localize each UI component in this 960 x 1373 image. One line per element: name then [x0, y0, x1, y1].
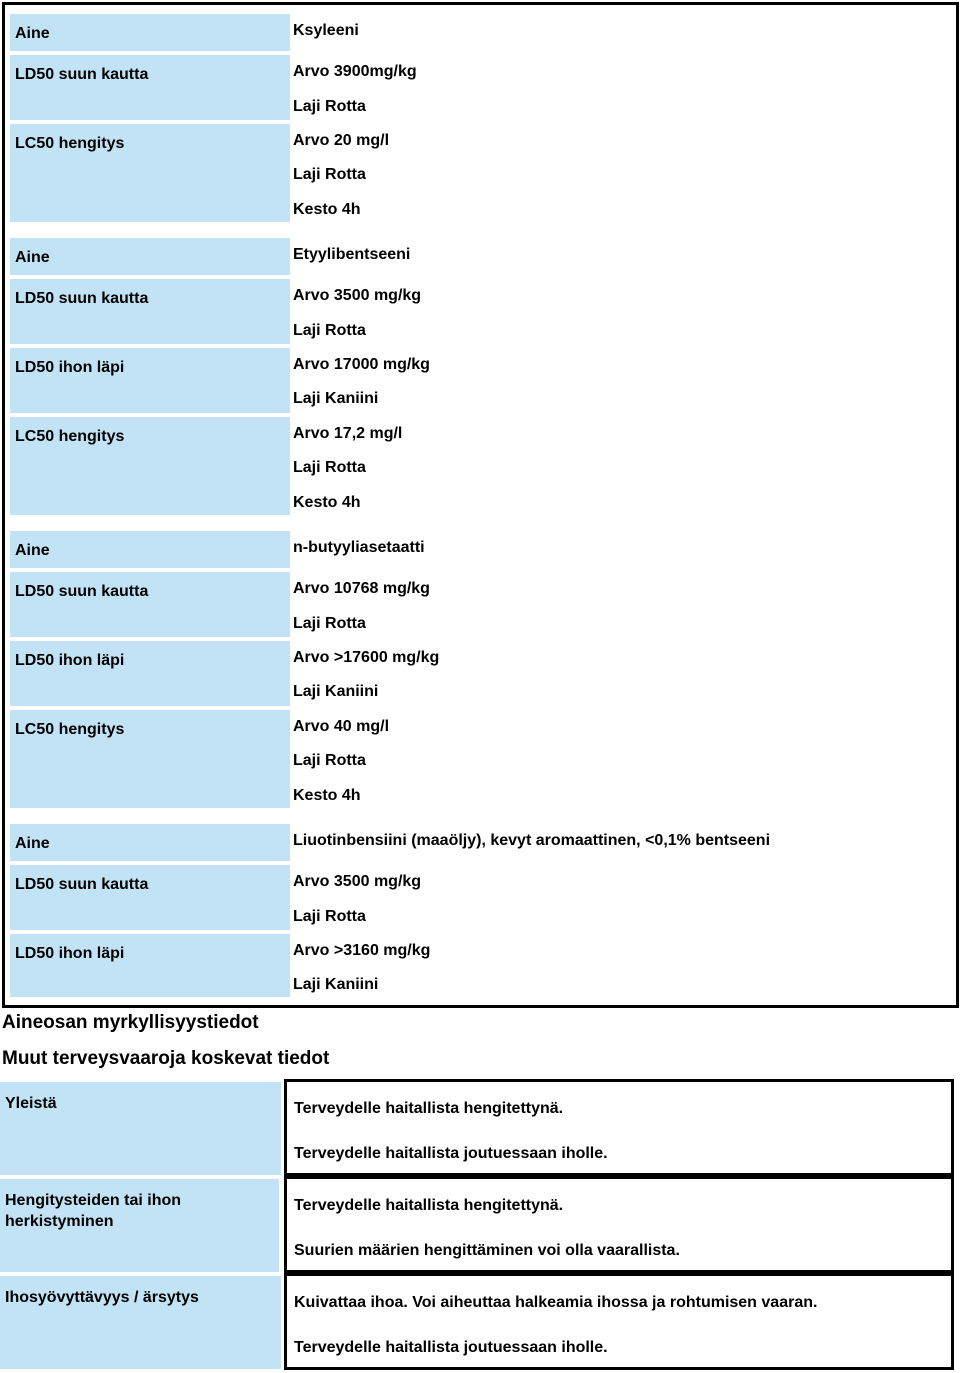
- substance-1-row-2-line-3: Kesto 4h: [293, 201, 361, 218]
- substance-1-row-2-line-1: Arvo 20 mg/l: [293, 132, 390, 149]
- substance-4-name-label: Aine: [10, 824, 290, 861]
- hazard-1-line-2: Terveydelle haitallista joutuessaan iholle.: [294, 1145, 608, 1162]
- substance-3-name-label: Aine: [10, 531, 290, 568]
- substance-1-row-2-line-2: Laji Rotta: [293, 166, 366, 183]
- substance-3-row-3-line-1: Arvo 40 mg/l: [293, 718, 390, 735]
- toxicity-table: [2, 2, 959, 1008]
- substance-3-row-2-line-1: Arvo >17600 mg/kg: [293, 649, 440, 666]
- substance-2-row-1-line-1: Arvo 3500 mg/kg: [293, 287, 422, 304]
- substance-3-row-3-line-2: Laji Rotta: [293, 752, 366, 769]
- hazard-2-line-1: Terveydelle haitallista hengitettynä.: [294, 1197, 564, 1214]
- substance-3-row-1-line-2: Laji Rotta: [293, 615, 366, 632]
- substance-3-row-1-line-1: Arvo 10768 mg/kg: [293, 580, 430, 597]
- hazard-2-line-2: Suurien määrien hengittäminen voi olla vaarallista.: [294, 1242, 680, 1259]
- substance-4-row-2-line-2: Laji Kaniini: [293, 976, 379, 993]
- substance-3-row-3-line-3: Kesto 4h: [293, 787, 361, 804]
- substance-4-row-1-line-1: Arvo 3500 mg/kg: [293, 873, 422, 890]
- substance-3-row-2-line-2: Laji Kaniini: [293, 683, 379, 700]
- substance-2-name: Etyylibentseeni: [293, 246, 411, 263]
- toxicity-heading: Aineosan myrkyllisyystiedot: [2, 1012, 259, 1033]
- hazard-2-label: Hengitysteiden tai ihon herkistyminen: [0, 1179, 279, 1272]
- substance-3-name: n-butyyliasetaatti: [293, 539, 425, 556]
- substance-2-row-1-line-2: Laji Rotta: [293, 322, 366, 339]
- substance-4-row-2-line-1: Arvo >3160 mg/kg: [293, 942, 431, 959]
- hazard-3-label: Ihosyövyttävyys / ärsytys: [0, 1276, 281, 1369]
- substance-2-row-1-label: LD50 suun kautta: [10, 279, 290, 344]
- substance-2-name-label: Aine: [10, 238, 290, 275]
- hazard-1-label: Yleistä: [0, 1082, 281, 1175]
- substance-1-row-1-line-2: Laji Rotta: [293, 98, 366, 115]
- hazard-3-box: [284, 1273, 954, 1370]
- substance-2-row-3-line-1: Arvo 17,2 mg/l: [293, 425, 403, 442]
- substance-4-row-2-label: LD50 ihon läpi: [10, 934, 290, 997]
- substance-1-row-1-label: LD50 suun kautta: [10, 55, 290, 120]
- hazard-2-box: [284, 1176, 954, 1273]
- substance-2-row-2-line-1: Arvo 17000 mg/kg: [293, 356, 430, 373]
- substance-2-row-3-line-2: Laji Rotta: [293, 459, 366, 476]
- hazard-1-box: [284, 1079, 954, 1176]
- substance-1-row-1-line-1: Arvo 3900mg/kg: [293, 63, 417, 80]
- substance-4-row-1-line-2: Laji Rotta: [293, 908, 366, 925]
- other-hazards-heading: Muut terveysvaaroja koskevat tiedot: [2, 1048, 330, 1069]
- substance-2-row-2-line-2: Laji Kaniini: [293, 390, 379, 407]
- substance-3-row-2-label: LD50 ihon läpi: [10, 641, 290, 706]
- hazard-3-line-1: Kuivattaa ihoa. Voi aiheuttaa halkeamia ihossa ja rohtumisen vaaran.: [294, 1294, 818, 1311]
- substance-1-row-2-label: LC50 hengitys: [10, 124, 290, 222]
- hazard-3-line-2: Terveydelle haitallista joutuessaan iholle.: [294, 1339, 608, 1356]
- substance-2-row-2-label: LD50 ihon läpi: [10, 348, 290, 413]
- substance-3-row-1-label: LD50 suun kautta: [10, 572, 290, 637]
- substance-1-name-label: Aine: [10, 14, 290, 51]
- hazard-1-line-1: Terveydelle haitallista hengitettynä.: [294, 1100, 564, 1117]
- substance-1-name: Ksyleeni: [293, 22, 359, 39]
- substance-4-name: Liuotinbensiini (maaöljy), kevyt aromaattinen, <0,1% bentseeni: [293, 832, 771, 849]
- substance-3-row-3-label: LC50 hengitys: [10, 710, 290, 808]
- substance-2-row-3-line-3: Kesto 4h: [293, 494, 361, 511]
- substance-4-row-1-label: LD50 suun kautta: [10, 865, 290, 930]
- substance-2-row-3-label: LC50 hengitys: [10, 417, 290, 515]
